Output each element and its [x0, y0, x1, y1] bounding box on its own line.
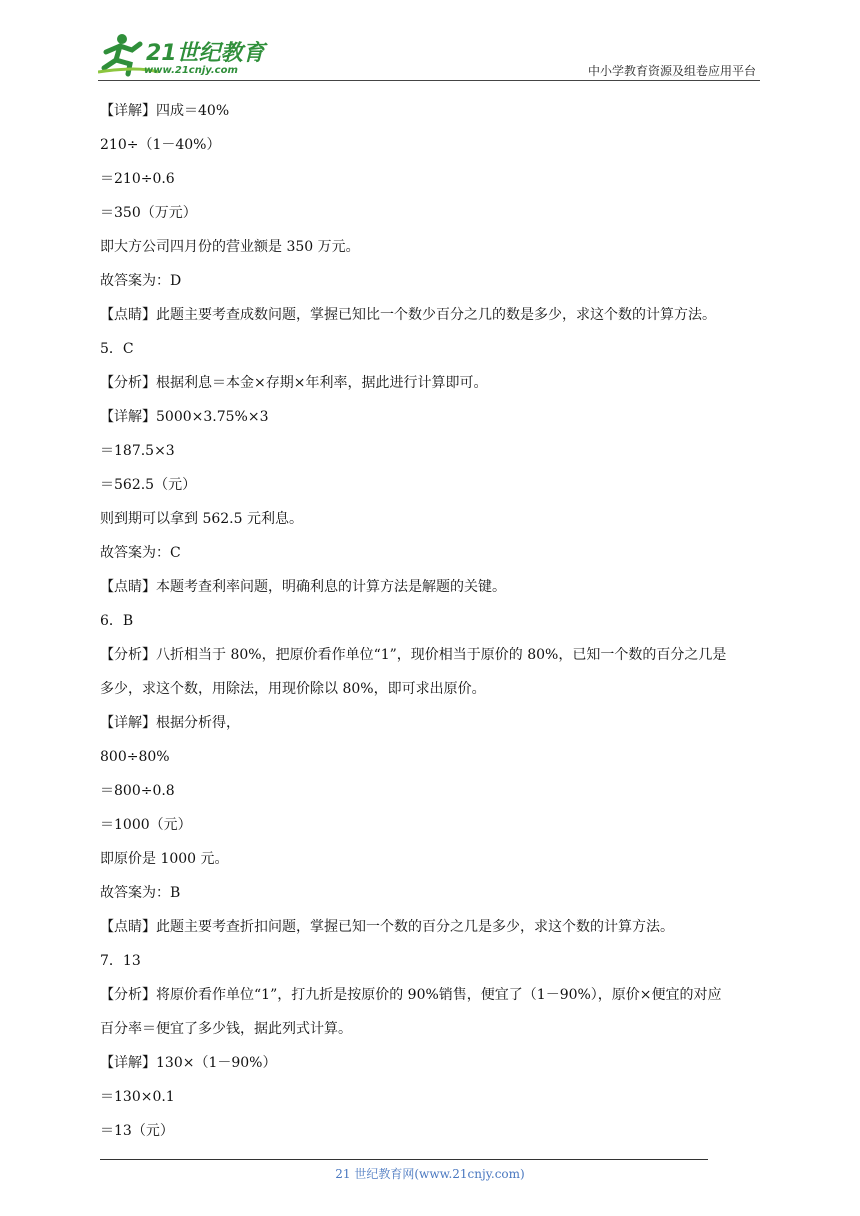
text-line: 7．13	[100, 953, 141, 969]
text-line: 【详解】四成＝40%	[100, 103, 230, 119]
text-line: ＝130×0.1	[100, 1089, 175, 1105]
text-line: 800÷80%	[100, 749, 170, 765]
text-line: 【详解】130×（1－90%）	[100, 1055, 277, 1071]
text-line: 【详解】5000×3.75%×3	[100, 409, 269, 425]
text-line: 210÷（1－40%）	[100, 137, 221, 153]
text-line: 即大方公司四月份的营业额是 350 万元。	[100, 239, 360, 255]
text-line: ＝562.5（元）	[100, 477, 197, 493]
text-line: 则到期可以拿到 562.5 元利息。	[100, 511, 303, 527]
text-line: 即原价是 1000 元。	[100, 851, 229, 867]
text-line: 5．C	[100, 341, 134, 357]
text-line: 多少，求这个数，用除法，用现价除以 80%，即可求出原价。	[100, 681, 486, 697]
footer-text: 21 世纪教育网(www.21cnjy.com)	[335, 1167, 525, 1181]
text-line: 故答案为：B	[100, 885, 181, 901]
text-line: 6．B	[100, 613, 134, 629]
text-line: 【点睛】本题考查利率问题，明确利息的计算方法是解题的关键。	[100, 579, 506, 595]
text-line: 百分率＝便宜了多少钱，据此列式计算。	[100, 1021, 352, 1037]
text-line: 故答案为：D	[100, 273, 182, 289]
header-divider	[98, 80, 760, 81]
footer-divider	[100, 1159, 708, 1160]
text-line: 【分析】将原价看作单位“1”，打九折是按原价的 90%销售，便宜了（1－90%），原价×便宜的对应	[100, 987, 722, 1003]
text-line: 【点睛】此题主要考查折扣问题，掌握已知一个数的百分之几是多少，求这个数的计算方法。	[100, 919, 674, 935]
text-line: 【详解】根据分析得，	[100, 715, 240, 731]
text-line: ＝210÷0.6	[100, 171, 175, 187]
text-line: ＝800÷0.8	[100, 783, 175, 799]
text-line: 【分析】八折相当于 80%，把原价看作单位“1”，现价相当于原价的 80%，已知一个数的百分之几是	[100, 647, 727, 663]
logo-text: 21世纪教育	[146, 41, 265, 66]
text-line: ＝350（万元）	[100, 205, 197, 221]
text-line: ＝1000（元）	[100, 817, 192, 833]
text-line: ＝187.5×3	[100, 443, 175, 459]
text-line: 故答案为：C	[100, 545, 181, 561]
text-line: ＝13（元）	[100, 1123, 174, 1139]
text-line: 【分析】根据利息＝本金×存期×年利率，据此进行计算即可。	[100, 375, 488, 391]
logo-url: www.21cnjy.com	[144, 65, 238, 76]
page-header	[98, 30, 760, 82]
logo-21cnjy	[98, 30, 278, 78]
platform-name: 中小学教育资源及组卷应用平台	[587, 64, 756, 78]
text-line: 【点睛】此题主要考查成数问题，掌握已知比一个数少百分之几的数是多少，求这个数的计算方法。	[100, 307, 716, 323]
